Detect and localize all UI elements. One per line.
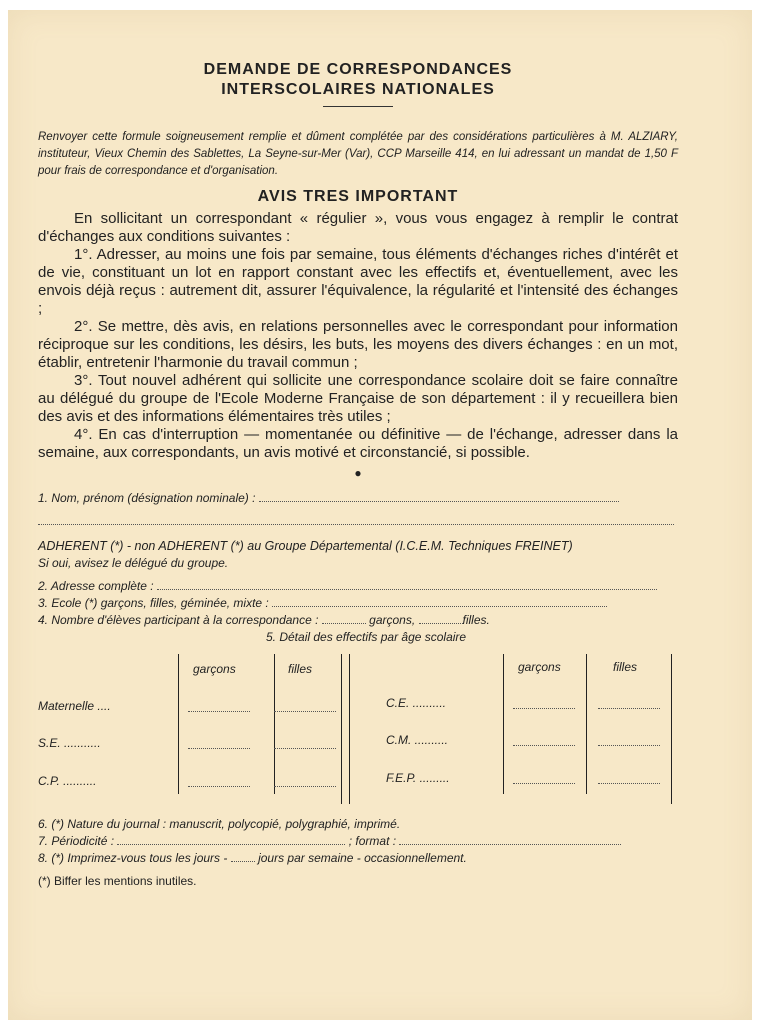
intro-paragraph: Renvoyer cette formule soigneusement remplie et dûment complétée par des considérations particulières à M. ALZIARY, instituteur, Vieux Chemin des Sablettes, La Seyne-sur-Mer (Var), CCP Marseille 414, en lui adressant un mandat de 1,50 F pour frais de correspondance et d'organisation. — [38, 131, 678, 177]
imprimez-row — [38, 850, 678, 867]
nombre-garcons-field[interactable] — [322, 613, 366, 624]
periodicite-row — [38, 833, 678, 850]
col-garcons-left: garçons — [193, 662, 236, 676]
adresse-field[interactable] — [157, 579, 657, 590]
row-label-cm: C.M. .......... — [386, 733, 449, 747]
title-rule — [323, 106, 393, 107]
table-divider — [178, 654, 179, 794]
col-filles-left: filles — [288, 662, 313, 676]
format-field[interactable] — [399, 834, 621, 845]
garcons-suffix: garçons, — [369, 613, 416, 627]
row-label-maternelle: Maternelle .... — [38, 699, 111, 713]
journal-section — [38, 816, 678, 890]
detail-heading: 5. Détail des effectifs par âge scolaire — [266, 630, 467, 644]
footnote: (*) Biffer les mentions inutiles. — [38, 874, 197, 888]
table-input[interactable] — [274, 748, 336, 749]
jours-field[interactable] — [231, 851, 255, 862]
table-divider — [671, 654, 672, 804]
conditions-body — [38, 210, 678, 462]
condition-2: 2°. Se mettre, dès avis, en relations personnelles avec le correspondant pour information réciproque sur les conditions, les désirs, les buts, les moyens des divers échanges : en un mot, établir, entretenir l'harmonie du travail commun ; — [38, 318, 678, 371]
table-input[interactable] — [598, 708, 660, 709]
nom-field-line-2[interactable] — [38, 514, 674, 525]
periodicite-field[interactable] — [117, 834, 345, 845]
table-divider — [586, 654, 587, 794]
row-label-cp: C.P. .......... — [38, 774, 97, 788]
condition-4: 4°. En cas d'interruption — momentanée ou définitive — de l'échange, adresser dans la semaine, aux correspondants, un avis motivé et circonstancié, si possible. — [38, 426, 678, 461]
nombre-row — [38, 612, 678, 629]
nature-line: 6. (*) Nature du journal : manuscrit, polycopié, polygraphié, imprimé. — [38, 817, 401, 831]
col-filles-right: filles — [613, 660, 638, 674]
imprimez-label-a: 8. (*) Imprimez-vous tous les jours - — [38, 851, 228, 865]
conditions-intro: En sollicitant un correspondant « régulier », vous vous engagez à remplir le contrat d'échanges aux conditions suivantes : — [38, 210, 678, 245]
nom-row-2 — [38, 513, 678, 530]
filles-suffix: filles. — [462, 613, 490, 627]
table-input[interactable] — [598, 783, 660, 784]
row-label-se: S.E. ........... — [38, 736, 101, 750]
table-input[interactable] — [513, 708, 575, 709]
nombre-label: 4. Nombre d'élèves participant à la correspondance : — [38, 613, 319, 627]
ecole-row — [38, 595, 678, 612]
condition-1: 1°. Adresser, au moins une fois par semaine, tous éléments d'échanges riches d'intérêt et de vie, constituant un lot en rapport constant avec les effectifs et, éventuellement, avec les envois déjà reçus : autrement dit, assurer l'équivalence, la régularité et l'intensité des échanges ; — [38, 246, 678, 317]
table-divider — [274, 654, 275, 794]
si-oui-line: Si oui, avisez le délégué du groupe. — [38, 556, 229, 570]
table-input[interactable] — [513, 745, 575, 746]
imprimez-label-b: jours par semaine - occasionnellement. — [258, 851, 467, 865]
title-line-1: DEMANDE DE CORRESPONDANCES — [203, 61, 513, 78]
condition-3: 3°. Tout nouvel adhérent qui sollicite une correspondance scolaire doit se faire connaître au délégué du groupe de l'Ecole Moderne Française de son département : il y recueillera bien des avis et des informations élémentaires très utiles ; — [38, 372, 678, 425]
row-label-ce: C.E. .......... — [386, 696, 447, 710]
request-form — [38, 490, 678, 646]
table-input[interactable] — [274, 711, 336, 712]
nom-field[interactable] — [259, 491, 619, 502]
table-input[interactable] — [188, 786, 250, 787]
document-page — [38, 60, 678, 890]
row-label-fep: F.E.P. ......... — [386, 771, 450, 785]
table-input[interactable] — [188, 748, 250, 749]
table-divider — [503, 654, 504, 794]
document-title — [38, 60, 678, 100]
table-input[interactable] — [188, 711, 250, 712]
separator-bullet: ● — [354, 466, 362, 480]
table-divider — [341, 654, 342, 804]
table-input[interactable] — [598, 745, 660, 746]
important-heading: AVIS TRES IMPORTANT — [257, 188, 459, 205]
table-input[interactable] — [274, 786, 336, 787]
adresse-row — [38, 578, 678, 595]
ecole-label: 3. Ecole (*) garçons, filles, géminée, mixte : — [38, 596, 269, 610]
nom-label: 1. Nom, prénom (désignation nominale) : — [38, 491, 256, 505]
title-line-2: INTERSCOLAIRES NATIONALES — [221, 81, 495, 98]
periodicite-label: 7. Périodicité : — [38, 834, 115, 848]
table-divider — [349, 654, 350, 804]
nombre-filles-field[interactable] — [419, 613, 463, 624]
effectifs-table — [38, 654, 678, 804]
adresse-label: 2. Adresse complète : — [38, 579, 154, 593]
format-label: ; format : — [348, 834, 397, 848]
ecole-field[interactable] — [272, 596, 607, 607]
adherent-line: ADHERENT (*) - non ADHERENT (*) au Groupe Départemental (I.C.E.M. Techniques FREINET) — [38, 539, 573, 553]
nom-row — [38, 490, 678, 507]
col-garcons-right: garçons — [518, 660, 561, 674]
table-input[interactable] — [513, 783, 575, 784]
